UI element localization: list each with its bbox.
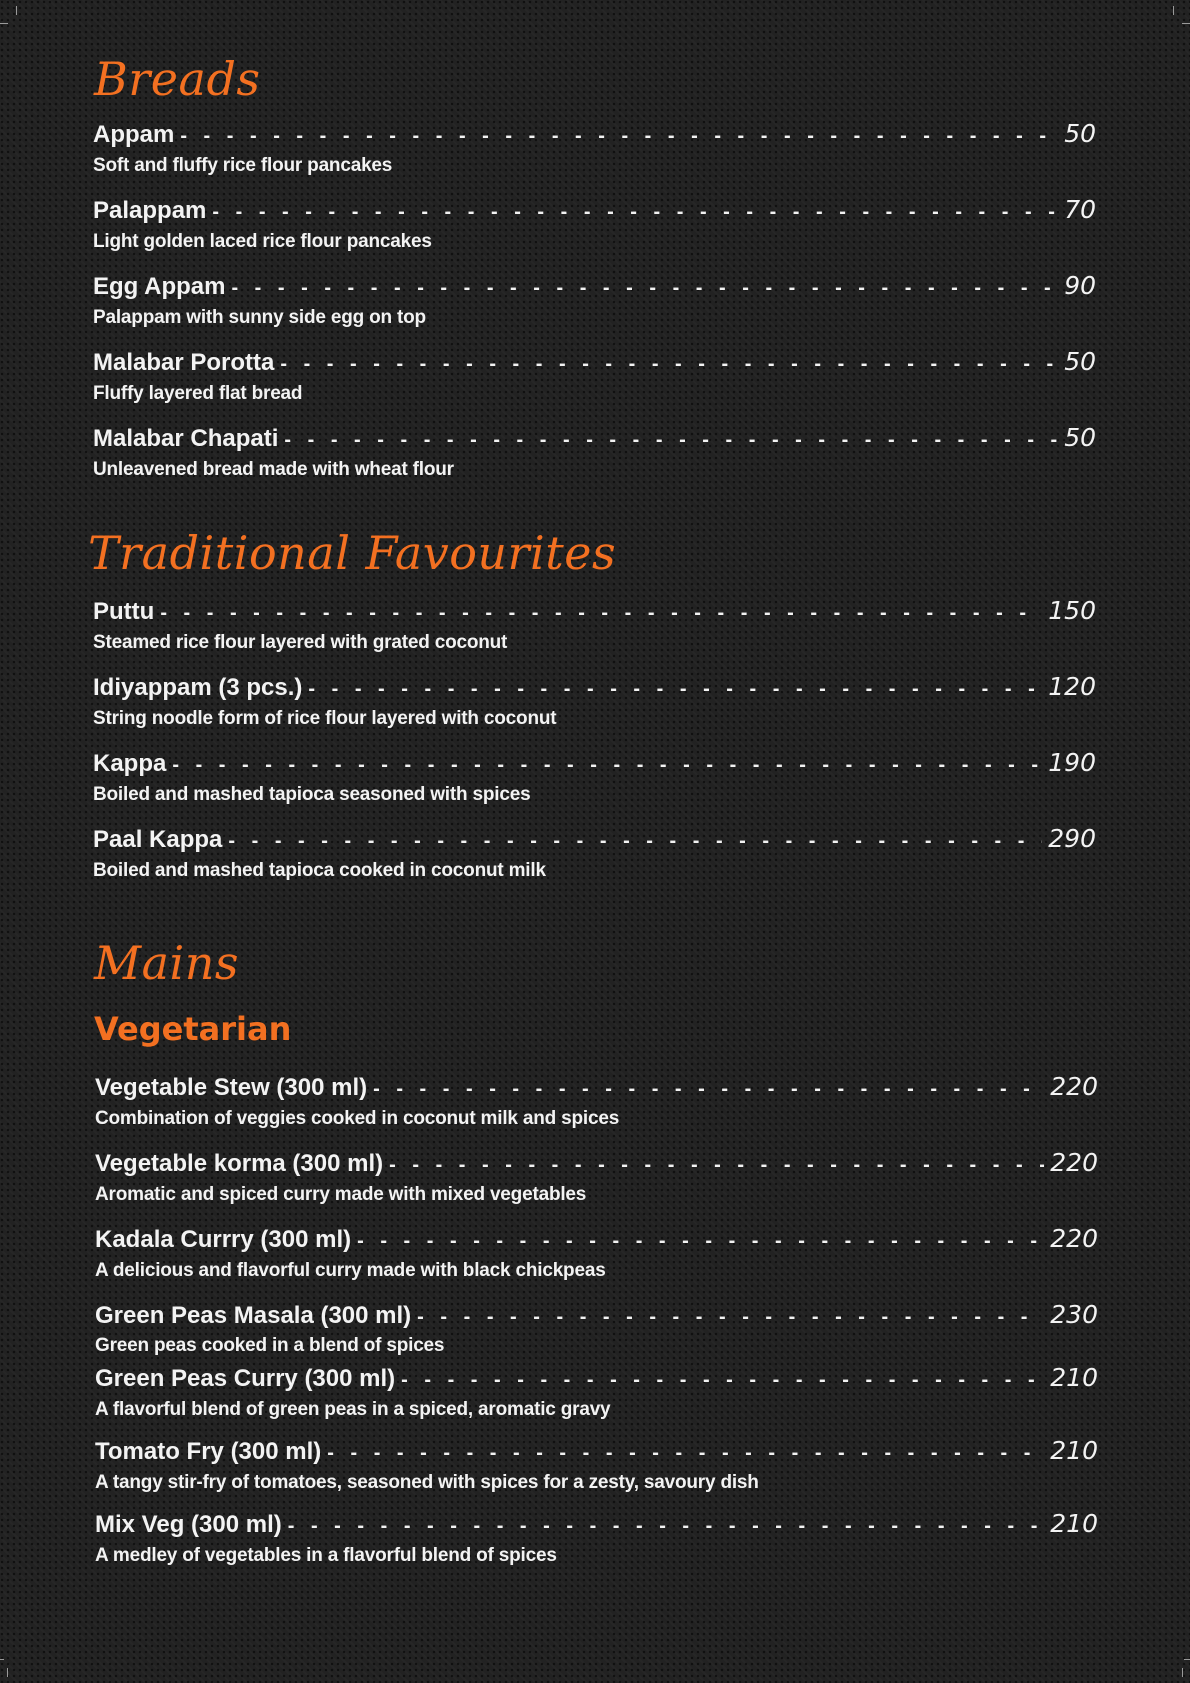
item-row [93, 672, 1096, 704]
item-row [93, 347, 1096, 379]
item-price: 210 [1050, 1509, 1098, 1538]
item-name: Green Peas Masala (300 ml) [95, 1302, 412, 1329]
item-description: Green peas cooked in a blend of spices [95, 1335, 445, 1356]
item-price: 50 [1064, 347, 1096, 376]
item-description: Palappam with sunny side egg on top [93, 307, 426, 328]
item-name: Palappam [93, 197, 207, 224]
item-price: 220 [1050, 1148, 1098, 1177]
item-description: Fluffy layered flat bread [93, 383, 303, 404]
item-row [93, 596, 1096, 628]
item-name: Malabar Porotta [93, 349, 275, 376]
item-price: 290 [1048, 824, 1096, 853]
crop-mark-top-left-h [0, 23, 8, 24]
subsection-title-vegetarian: Vegetarian [94, 1010, 292, 1048]
item-price: 150 [1048, 596, 1096, 625]
item-row [95, 1300, 1098, 1332]
item-description: A delicious and flavorful curry made with black chickpeas [95, 1260, 606, 1281]
item-name: Idiyappam (3 pcs.) [93, 674, 303, 701]
dotted-leader [327, 1438, 1044, 1468]
item-price: 70 [1064, 195, 1096, 224]
item-price: 210 [1050, 1436, 1098, 1465]
item-name: Egg Appam [93, 273, 226, 300]
item-price: 220 [1050, 1224, 1098, 1253]
dotted-leader [231, 273, 1058, 303]
item-name: Puttu [93, 598, 155, 625]
item-name: Kappa [93, 750, 167, 777]
dotted-leader [180, 121, 1058, 151]
item-row [93, 119, 1096, 151]
item-row [93, 423, 1096, 455]
item-price: 220 [1050, 1072, 1098, 1101]
item-description: Aromatic and spiced curry made with mixed vegetables [95, 1184, 587, 1205]
item-name: Paal Kappa [93, 826, 223, 853]
dotted-leader [160, 598, 1042, 628]
dotted-leader [172, 750, 1042, 780]
item-row [93, 195, 1096, 227]
item-row [95, 1436, 1098, 1468]
item-row [95, 1072, 1098, 1104]
item-description: Boiled and mashed tapioca cooked in coconut milk [93, 860, 546, 881]
dotted-leader [228, 826, 1042, 856]
item-price: 90 [1064, 271, 1096, 300]
item-name: Mix Veg (300 ml) [95, 1511, 282, 1538]
dotted-leader [417, 1302, 1044, 1332]
crop-mark-bottom-left-v [7, 1668, 8, 1677]
dotted-leader [284, 425, 1058, 455]
item-name: Vegetable korma (300 ml) [95, 1150, 384, 1177]
item-row [95, 1509, 1098, 1541]
item-row [93, 748, 1096, 780]
item-description: Steamed rice flour layered with grated coconut [93, 632, 508, 653]
dotted-leader [357, 1226, 1044, 1256]
dotted-leader [401, 1365, 1044, 1395]
section-title-mains: Mains [94, 936, 239, 990]
section-title-breads: Breads [94, 52, 261, 106]
item-name: Malabar Chapati [93, 425, 279, 452]
dotted-leader [288, 1511, 1045, 1541]
item-row [93, 271, 1096, 303]
item-description: Combination of veggies cooked in coconut milk and spices [95, 1108, 620, 1129]
item-description: A tangy stir-fry of tomatoes, seasoned with spices for a zesty, savoury dish [95, 1472, 759, 1493]
dotted-leader [308, 674, 1042, 704]
crop-mark-top-right-v [1173, 6, 1174, 15]
item-price: 230 [1050, 1300, 1098, 1329]
item-price: 190 [1048, 748, 1096, 777]
dotted-leader [373, 1074, 1044, 1104]
item-name: Appam [93, 121, 175, 148]
crop-mark-bottom-right-v [1182, 1668, 1183, 1677]
dotted-leader [280, 349, 1058, 379]
item-description: String noodle form of rice flour layered with coconut [93, 708, 557, 729]
item-description: Boiled and mashed tapioca seasoned with spices [93, 784, 531, 805]
item-row [95, 1148, 1098, 1180]
item-description: A flavorful blend of green peas in a spiced, aromatic gravy [95, 1399, 611, 1420]
dotted-leader [212, 197, 1058, 227]
item-row [95, 1363, 1098, 1395]
item-description: A medley of vegetables in a flavorful blend of spices [95, 1545, 557, 1566]
crop-mark-bottom-left-h [0, 1659, 4, 1660]
item-name: Vegetable Stew (300 ml) [95, 1074, 368, 1101]
item-name: Green Peas Curry (300 ml) [95, 1365, 396, 1392]
item-description: Soft and fluffy rice flour pancakes [93, 155, 393, 176]
item-row [95, 1224, 1098, 1256]
crop-mark-top-right-h [1182, 23, 1190, 24]
section-title-traditional-favourites: Traditional Favourites [88, 526, 617, 580]
item-description: Unleavened bread made with wheat flour [93, 459, 454, 480]
item-description: Light golden laced rice flour pancakes [93, 231, 432, 252]
item-row [93, 824, 1096, 856]
item-name: Tomato Fry (300 ml) [95, 1438, 322, 1465]
dotted-leader [389, 1150, 1044, 1180]
item-name: Kadala Currry (300 ml) [95, 1226, 352, 1253]
item-price: 210 [1050, 1363, 1098, 1392]
crop-mark-bottom-right-h [1184, 1659, 1190, 1660]
item-price: 120 [1048, 672, 1096, 701]
item-price: 50 [1064, 119, 1096, 148]
item-price: 50 [1064, 423, 1096, 452]
crop-mark-top-left-v [16, 6, 17, 15]
